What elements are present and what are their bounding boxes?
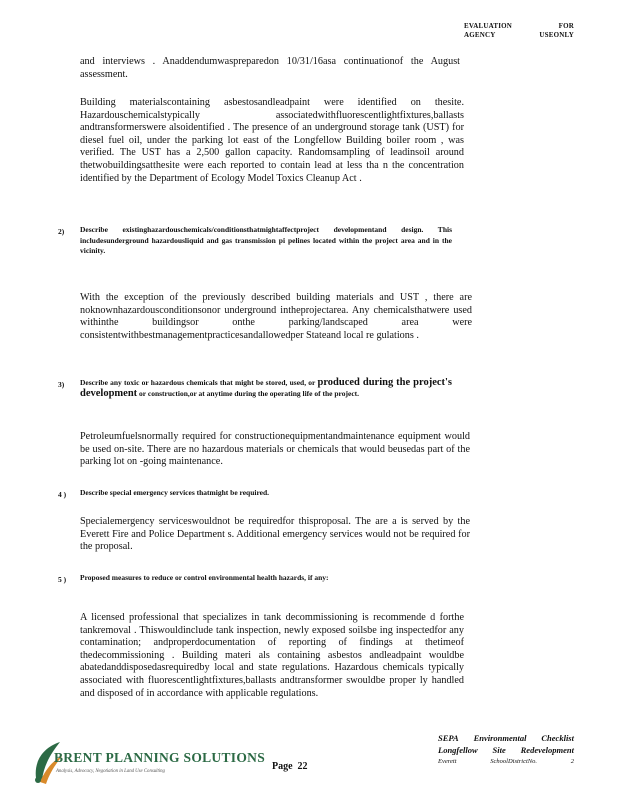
paragraph-measures: A licensed professional that specializes in tank decommissioning is recommende d forthe tankremoval . Thiswouldinclude tank inspection, newly exposed soilsbe ing inspectedfor any contamination; andproperdocumentation of reporting of findings at thetimeof thedecommissioning . Building materi als containing asbestos andleadpaint wouldbe abatedanddisposedasrequiredby local and state regulations. Hazardous chemicals typically associated with fluorescentlightfixtures,ballasts andtransformer swouldbe proper ly handled and disposed of in accordance with applicable regulations.: [80, 612, 464, 699]
document-footer-title: [438, 733, 574, 768]
question-2-number: 2): [58, 227, 65, 236]
question-3-pre: Describe any toxic or hazardous chemicals that might be stored, used, or: [80, 378, 316, 387]
paragraph-hazardous-conditions: With the exception of the previously described building materials and UST , there are noknownhazardousconditionsonor underground intheprojectarea. Any chemicalsthatwere used withinthe buildingsor onthe parking/landscaped area were consistentwithbestmanagementpracticesandallowedper Stateand local re gulations .: [80, 292, 472, 341]
footer-environmental: Environmental: [473, 733, 527, 743]
question-4-text: Describe special emergency services thatmight be required.: [80, 488, 270, 497]
question-4-number: 4 ): [58, 490, 67, 499]
page-value: 22: [297, 761, 308, 772]
footer-everett: Everett: [438, 758, 457, 765]
question-5-text: Proposed measures to reduce or control environmental health hazards, if any:: [80, 573, 329, 582]
agency-use-line-2: AGENCY USEONLY: [464, 31, 574, 39]
company-logo: [30, 738, 265, 786]
footer-redevelopment: Redevelopment: [520, 744, 574, 755]
footer-school-district: SchoolDistrictNo.: [490, 758, 538, 765]
paragraph-emergency: Specialemergency serviceswouldnot be requiredfor thisproposal. The are a is served by the Everett Fire and Police Department s. Additional emergency services would not be required for the proposal.: [80, 516, 470, 553]
question-5-number: 5 ): [58, 575, 67, 584]
paragraph-petroleum: Petroleumfuelsnormally required for constructionequipmentandmaintenance equipment would be used on-site. There are no hazardous materials or chemicals that would beusedas part of the parking lot on -going maintenance.: [80, 431, 470, 468]
footer-longfellow: Longfellow: [438, 744, 478, 755]
agency-use-header: [464, 22, 574, 40]
question-3-text: [80, 378, 452, 399]
footer-checklist: Checklist: [541, 733, 574, 743]
paragraph-building-materials: Building materialscontaining asbestosandleadpaint were identified on thesite. Hazardouschemicalstypically associatedwithfluorescentlightfixtures,ballasts andtransformerswere alsoidentified . The presence of an underground storage tank (UST) for diesel fuel oil, under the parking lot east of the Longfellow Building boiler room , was verified. The UST has a 2,500 gallon capacity. Randomsampling of leadinsoil around thetwobuildingsatthesite were each reported to contain lead at less tha n the concentration identified by the Department of Ecology Model Toxics Cleanup Act .: [80, 97, 464, 184]
footer-sepa: SEPA: [438, 733, 459, 743]
question-3-post: or construction,or at anytime during the operating life of the project.: [139, 388, 360, 398]
footer-district-number: 2: [570, 758, 574, 765]
logo-tagline: Analysis, Advocacy, Negotiation in Land Use Consulting: [56, 769, 165, 774]
footer-line-2: [438, 745, 574, 757]
logo-name: BRENT PLANNING SOLUTIONS: [54, 750, 265, 765]
footer-site: Site: [492, 744, 506, 755]
question-3-number: 3): [58, 380, 65, 389]
agency-use-line-1: EVALUATION FOR: [464, 22, 574, 30]
page-label: Page: [272, 761, 293, 772]
question-3-emphasis: produced during the project's development: [80, 377, 453, 399]
question-2-text: Describe existinghazardouschemicals/conditionsthatmightaffectproject developmentand design. This includesunderground hazardousliquid and gas transmission pi pelines located within the project area and in the vicinity.: [80, 225, 452, 255]
paragraph-addendum: and interviews . Anaddendumwaspreparedon 10/31/16asa continuationof the August assessment.: [80, 56, 460, 80]
footer-line-3: [438, 756, 574, 768]
footer-line-1: [438, 733, 574, 745]
page-number: [272, 761, 308, 772]
